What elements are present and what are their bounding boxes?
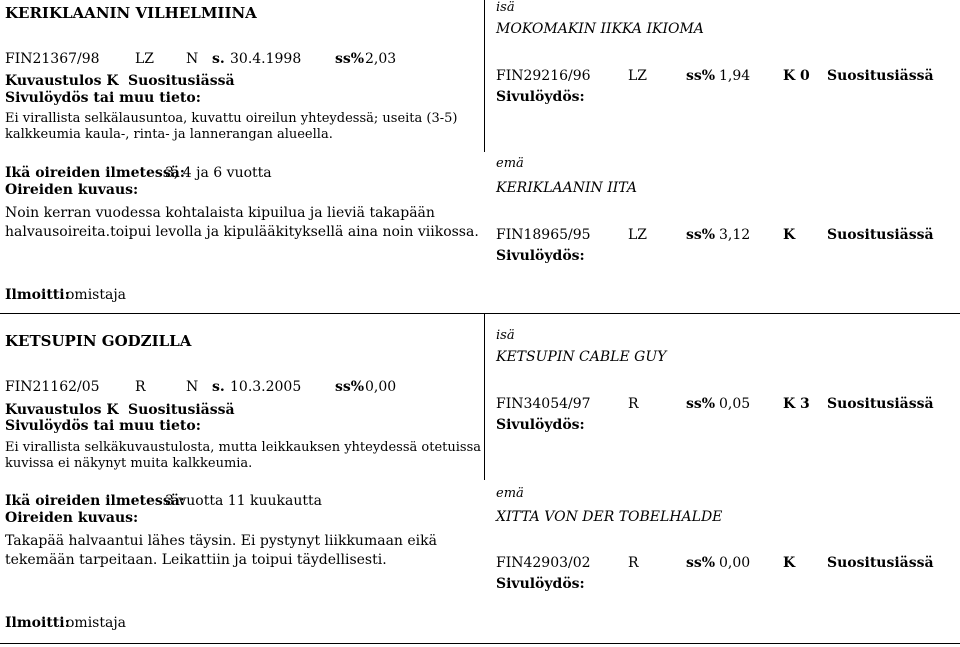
sire-recommended: Suositusiässä [827,68,934,84]
reporter-label: Ilmoitti: [5,287,70,303]
result-line: kalkkeumia kaula-, rinta- ja lannerangan alueella. [5,127,333,142]
dam-label: emä [496,486,524,501]
birth-label: s. [212,51,225,67]
xray-label: Kuvaustulos K [5,402,119,418]
dam-name: KERIKLAANIN IITA [496,180,637,196]
birth-label: s. [212,379,225,395]
dam-registration: FIN42903/02 [496,555,591,571]
dam-finding-label: Sivulöydös: [496,576,585,592]
recommended-age: Suositusiässä [128,402,235,418]
dam-k: K [783,227,796,243]
sire-name: KETSUPIN CABLE GUY [496,349,667,365]
result-line: Ei virallista selkäkuvaustulosta, mutta leikkauksen yhteydessä otetuissa [5,440,482,455]
dam-hip-grade: R [628,555,639,571]
dam-ss-label: ss% [686,227,716,243]
sire-ss-label: ss% [686,396,716,412]
description-line: Noin kerran vuodessa kohtalaista kipuilua ja lieviä takapään [5,205,435,221]
hip-grade: LZ [135,51,155,67]
dog-title: KETSUPIN GODZILLA [5,332,192,350]
registration-number: FIN21367/98 [5,51,100,67]
sire-ss-label: ss% [686,68,716,84]
dam-finding-label: Sivulöydös: [496,248,585,264]
sire-finding-label: Sivulöydös: [496,89,585,105]
sire-label: isä [496,328,515,343]
sire-ss-value: 0,05 [719,396,751,412]
dam-k: K [783,555,796,571]
ss-value: 0,00 [365,379,397,395]
reporter-value: omistaja [66,287,127,303]
sire-hip-grade: LZ [628,68,648,84]
sire-name: MOKOMAKIN IIKKA IKIOMA [496,21,704,37]
result-line: Ei virallista selkälausuntoa, kuvattu oireilun yhteydessä; useita (3-5) [5,111,458,126]
sire-label: isä [496,0,515,15]
description-line: Takapää halvaantui lähes täysin. Ei pystynyt liikkumaan eikä [5,533,437,549]
dam-hip-grade: LZ [628,227,648,243]
sire-k: K 3 [783,396,810,412]
description-label: Oireiden kuvaus: [5,182,139,198]
dam-ss-label: ss% [686,555,716,571]
sire-finding-label: Sivulöydös: [496,417,585,433]
reporter-value: omistaja [66,615,127,631]
result-label: Sivulöydös tai muu tieto: [5,418,201,434]
age-label: Ikä oireiden ilmetessä: [5,493,185,509]
column-divider [484,0,485,152]
description-label: Oireiden kuvaus: [5,510,139,526]
age-value: 3, 4 ja 6 vuotta [165,165,272,181]
column-divider [484,314,485,480]
result-label: Sivulöydös tai muu tieto: [5,90,201,106]
ss-label: ss% [335,51,365,67]
dam-ss-value: 0,00 [719,555,751,571]
birth-date: 30.4.1998 [230,51,302,67]
dam-registration: FIN18965/95 [496,227,591,243]
ss-value: 2,03 [365,51,397,67]
sex: N [186,379,199,395]
age-value: 3 vuotta 11 kuukautta [165,493,322,509]
sire-k: K 0 [783,68,810,84]
sire-hip-grade: R [628,396,639,412]
section-divider [0,313,960,314]
description-line: tekemään tarpeitaan. Leikattiin ja toipui täydellisesti. [5,552,387,568]
ss-label: ss% [335,379,365,395]
sex: N [186,51,199,67]
section-divider [0,643,960,644]
dam-label: emä [496,156,524,171]
xray-label: Kuvaustulos K [5,73,119,89]
dam-ss-value: 3,12 [719,227,751,243]
age-label: Ikä oireiden ilmetessä: [5,165,185,181]
dam-name: XITTA VON DER TOBELHALDE [496,509,723,525]
hip-grade: R [135,379,146,395]
reporter-label: Ilmoitti: [5,615,70,631]
dam-recommended: Suositusiässä [827,555,934,571]
registration-number: FIN21162/05 [5,379,100,395]
result-line: kuvissa ei näkynyt muita kalkkeumia. [5,456,253,471]
sire-ss-value: 1,94 [719,68,751,84]
sire-registration: FIN29216/96 [496,68,591,84]
sire-registration: FIN34054/97 [496,396,591,412]
dam-recommended: Suositusiässä [827,227,934,243]
birth-date: 10.3.2005 [230,379,302,395]
recommended-age: Suositusiässä [128,73,235,89]
sire-recommended: Suositusiässä [827,396,934,412]
dog-title: KERIKLAANIN VILHELMIINA [5,4,257,22]
description-line: halvausoireita.toipui levolla ja kipulääkityksellä aina noin viikossa. [5,224,479,240]
